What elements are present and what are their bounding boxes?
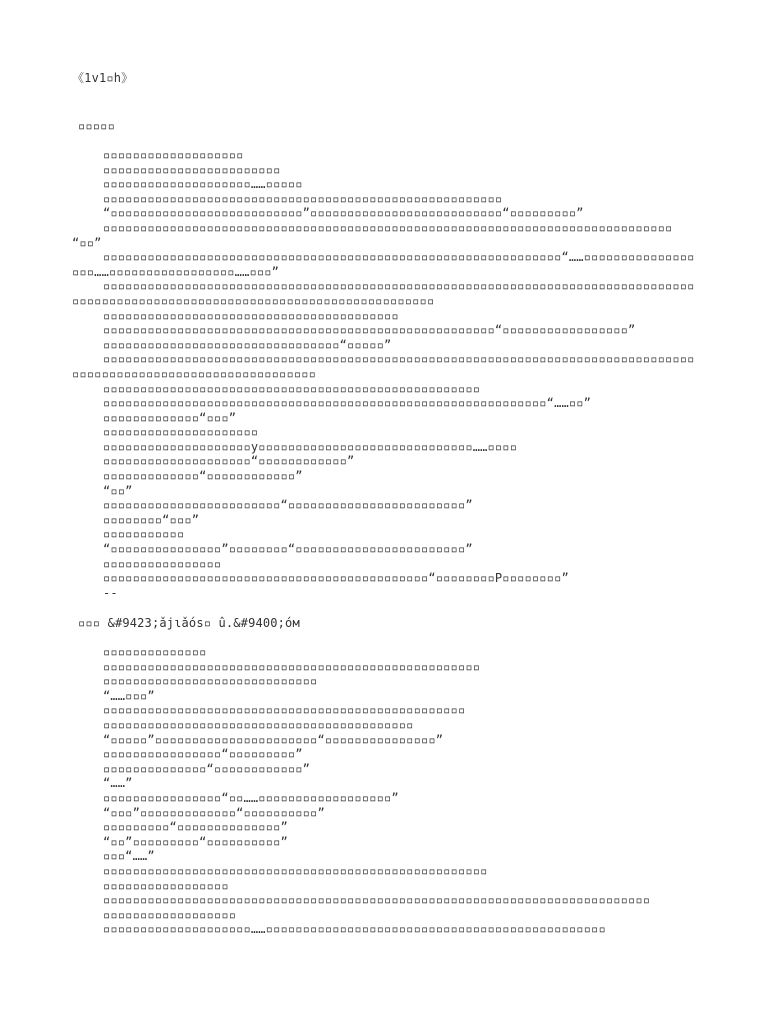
paragraph xyxy=(72,221,695,250)
paragraph xyxy=(72,835,650,850)
text-line: ▫▫▫▫▫▫▫▫▫▫▫▫▫“▫▫▫▫▫▫▫▫▫▫▫▫” xyxy=(103,469,303,484)
paragraph xyxy=(72,762,650,777)
paragraph xyxy=(72,177,695,192)
text-line: ▫▫▫▫▫▫▫▫▫▫▫▫▫▫▫▫▫▫▫▫▫▫▫▫▫▫▫▫▫▫▫▫“▫▫▫▫▫” xyxy=(103,337,392,352)
text-line: “▫▫” xyxy=(72,235,102,250)
text-line: ▫▫▫▫▫▫▫▫▫▫▫▫▫▫▫▫▫▫▫▫……▫▫▫▫▫ xyxy=(103,177,303,192)
paragraph xyxy=(72,571,695,586)
text-line: ▫▫▫▫▫▫▫▫▫▫▫▫▫▫▫▫▫▫▫▫▫▫▫▫▫▫▫▫▫▫▫▫▫▫▫▫▫▫▫▫▫▫▫▫▫▫▫▫▫▫▫▫▫▫▫▫▫▫▫▫“……▫▫” xyxy=(103,396,592,411)
paragraph xyxy=(72,674,650,689)
text-line: ▫▫▫▫▫▫▫▫▫▫▫▫▫▫▫▫▫▫▫▫▫▫▫▫▫▫▫▫▫▫▫▫▫▫▫▫▫▫▫▫▫▫▫▫▫▫▫▫▫▫▫▫▫▫▫▫▫▫▫▫▫▫▫▫▫▫▫▫▫▫▫▫▫▫▫▫▫▫▫▫ xyxy=(103,279,695,294)
paragraph xyxy=(72,879,650,894)
paragraph xyxy=(72,454,695,469)
text-line: -- xyxy=(103,585,118,600)
text-line: ▫▫▫▫▫▫▫▫▫▫▫▫▫▫▫▫▫▫▫▫▫▫▫▫▫▫▫▫▫▫▫▫▫▫▫▫▫▫▫▫▫▫ xyxy=(103,717,414,732)
text-line: ▫▫▫▫▫▫▫▫▫▫▫▫▫▫▫▫▫▫▫▫▫▫▫▫ xyxy=(103,162,281,177)
paragraph xyxy=(72,469,695,484)
text-line: ▫▫▫▫▫▫▫▫▫▫▫▫▫▫▫▫▫▫▫▫▫▫▫▫▫▫▫▫▫▫▫▫▫▫▫▫▫▫▫▫▫▫▫▫▫▫▫▫▫▫▫ xyxy=(103,659,481,674)
paragraph xyxy=(72,484,695,499)
paragraph xyxy=(72,893,650,908)
text-line: ▫▫▫▫▫▫▫▫▫▫▫▫▫▫▫▫▫▫▫▫▫▫▫▫▫▫▫▫▫▫▫▫▫▫▫▫▫▫▫▫▫▫▫▫▫▫▫▫▫▫▫▫ xyxy=(103,863,488,878)
paragraph xyxy=(72,250,695,279)
section-heading: ▫▫▫ &#9423;ǎjɩǎós▫ û.&#9400;óм xyxy=(78,616,300,630)
section-body xyxy=(72,645,650,937)
paragraph xyxy=(72,586,695,601)
paragraph xyxy=(72,733,650,748)
text-line: “▫▫▫▫▫▫▫▫▫▫▫▫▫▫▫▫▫▫▫▫▫▫▫▫▫▫”▫▫▫▫▫▫▫▫▫▫▫▫▫▫▫▫▫▫▫▫▫▫▫▫▫▫“▫▫▫▫▫▫▫▫▫” xyxy=(103,206,584,221)
text-line: ▫▫▫▫▫▫▫▫▫▫▫▫▫▫▫▫“▫▫……▫▫▫▫▫▫▫▫▫▫▫▫▫▫▫▫▫▫” xyxy=(103,790,399,805)
text-line: ▫▫▫▫▫▫▫▫▫▫▫▫▫▫▫▫▫▫▫▫▫▫▫▫▫▫▫▫▫▫▫▫▫▫▫▫▫▫▫▫▫▫▫▫▫▫▫▫▫▫▫▫▫▫▫▫▫▫▫▫▫▫“……▫▫▫▫▫▫▫▫▫▫▫▫▫▫▫ xyxy=(103,250,695,265)
text-line: “……” xyxy=(103,776,133,791)
text-line: ▫▫▫▫▫▫▫▫▫▫▫▫▫▫▫▫“▫▫▫▫▫▫▫▫▫” xyxy=(103,747,303,762)
text-line: ▫▫▫▫▫▫▫▫▫▫▫▫▫▫▫▫▫▫▫▫▫▫▫▫▫▫▫▫▫ xyxy=(103,674,318,689)
text-line: ▫▫▫▫▫▫▫▫▫▫▫▫▫▫“▫▫▫▫▫▫▫▫▫▫▫▫” xyxy=(103,761,311,776)
text-line: ▫▫▫▫▫▫▫▫“▫▫▫” xyxy=(103,512,200,527)
paragraph xyxy=(72,396,695,411)
text-line: “▫▫” xyxy=(103,483,133,498)
paragraph xyxy=(72,513,695,528)
text-line: “▫▫”▫▫▫▫▫▫▫▫▫“▫▫▫▫▫▫▫▫▫▫” xyxy=(103,834,288,849)
paragraph xyxy=(72,206,695,221)
paragraph xyxy=(72,718,650,733)
text-line: ▫▫▫▫▫▫▫▫▫▫▫▫▫▫▫▫▫▫▫▫▫▫▫▫▫▫▫▫▫▫▫▫▫▫▫▫▫▫▫▫▫▫▫▫▫▫▫▫▫ xyxy=(72,293,435,308)
paragraph xyxy=(72,806,650,821)
text-line: ▫▫▫▫▫▫▫▫▫▫▫▫▫▫▫▫▫▫▫▫▫▫▫▫▫▫▫▫▫▫▫▫▫▫▫▫▫▫▫▫▫▫▫▫▫▫▫▫▫▫▫ xyxy=(103,381,481,396)
paragraph xyxy=(72,309,695,324)
paragraph xyxy=(72,542,695,557)
paragraph xyxy=(72,747,650,762)
text-line: “▫▫▫▫▫▫▫▫▫▫▫▫▫▫▫”▫▫▫▫▫▫▫▫“▫▫▫▫▫▫▫▫▫▫▫▫▫▫▫▫▫▫▫▫▫▫▫” xyxy=(103,542,473,557)
text-line: ▫▫▫▫▫▫▫▫▫▫▫▫▫▫▫▫▫ xyxy=(103,878,229,893)
text-line: ▫▫▫▫▫▫▫▫▫▫▫▫▫▫▫▫▫▫▫▫▫▫▫▫▫▫▫▫▫▫▫▫▫▫▫▫▫▫▫▫▫▫▫▫▫▫▫▫▫▫▫▫▫▫▫▫▫▫▫▫▫▫▫▫▫▫▫▫▫▫▫▫▫▫ xyxy=(103,893,651,908)
text-line: ▫▫▫▫▫▫▫▫▫▫▫▫▫▫▫▫▫▫▫▫y▫▫▫▫▫▫▫▫▫▫▫▫▫▫▫▫▫▫▫▫▫▫▫▫▫▫▫▫▫……▫▫▫▫ xyxy=(103,439,518,454)
paragraph xyxy=(72,703,650,718)
text-line: ▫▫▫▫▫▫▫▫▫▫▫▫▫▫▫▫▫▫▫▫“▫▫▫▫▫▫▫▫▫▫▫▫” xyxy=(103,454,355,469)
paragraph xyxy=(72,382,695,397)
paragraph xyxy=(72,557,695,572)
text-line: ▫▫▫▫▫▫▫▫▫▫▫▫▫▫▫▫▫▫▫▫▫▫▫▫▫▫▫▫▫▫▫▫▫▫▫▫▫▫▫▫▫▫▫▫“▫▫▫▫▫▫▫▫P▫▫▫▫▫▫▫▫” xyxy=(103,571,569,586)
text-line: “▫▫▫▫▫”▫▫▫▫▫▫▫▫▫▫▫▫▫▫▫▫▫▫▫▫▫▫“▫▫▫▫▫▫▫▫▫▫▫▫▫▫▫” xyxy=(103,732,444,747)
text-line: ▫▫▫▫▫▫▫▫▫▫▫▫▫“▫▫▫” xyxy=(103,410,237,425)
text-line: ▫▫▫▫▫▫▫▫▫▫▫▫▫▫▫▫▫▫▫▫▫▫▫▫▫▫▫▫▫▫▫▫▫▫▫▫▫▫▫▫▫▫▫▫▫▫▫▫▫ xyxy=(103,703,466,718)
text-line: ▫▫▫▫▫▫▫▫▫▫▫▫▫▫▫▫▫▫▫▫▫▫▫▫▫▫▫▫▫▫▫▫▫▫▫▫▫▫▫▫▫▫▫▫▫▫▫▫▫▫▫▫▫▫▫▫▫▫▫▫▫▫▫▫▫▫▫▫▫▫▫▫▫▫▫▫▫ xyxy=(103,220,673,235)
text-line: ▫▫▫▫▫▫▫▫▫▫▫▫▫▫▫▫▫▫▫▫▫▫▫▫▫▫▫▫▫▫▫▫▫▫▫▫▫▫▫▫▫▫▫▫▫▫▫▫▫▫▫▫▫▫▫▫▫▫▫▫▫▫▫▫▫▫▫▫▫▫▫▫▫▫▫▫▫▫▫▫ xyxy=(103,352,695,367)
text-line: ▫▫▫……▫▫▫▫▫▫▫▫▫▫▫▫▫▫▫▫▫……▫▫▫” xyxy=(72,264,280,279)
paragraph xyxy=(72,338,695,353)
paragraph xyxy=(72,192,695,207)
paragraph xyxy=(72,908,650,923)
paragraph xyxy=(72,425,695,440)
paragraph xyxy=(72,820,650,835)
paragraph xyxy=(72,148,695,163)
paragraph xyxy=(72,352,695,381)
text-line: ▫▫▫▫▫▫▫▫▫▫▫▫▫▫▫▫▫▫▫▫▫▫▫▫▫▫▫▫▫▫▫▫▫▫▫▫▫▫▫▫ xyxy=(103,308,399,323)
text-line: ▫▫▫▫▫▫▫▫▫▫▫▫▫▫▫▫▫▫▫▫▫ xyxy=(103,425,259,440)
paragraph xyxy=(72,849,650,864)
document-title: 《1v1▫h》 xyxy=(72,71,134,85)
paragraph xyxy=(72,864,650,879)
paragraph xyxy=(72,440,695,455)
paragraph xyxy=(72,163,695,178)
paragraph xyxy=(72,922,650,937)
text-line: ▫▫▫▫▫▫▫▫▫▫▫ xyxy=(103,527,185,542)
paragraph xyxy=(72,527,695,542)
text-line: ▫▫▫▫▫▫▫▫▫“▫▫▫▫▫▫▫▫▫▫▫▫▫▫” xyxy=(103,820,288,835)
text-line: ▫▫▫▫▫▫▫▫▫▫▫▫▫▫▫▫▫▫▫▫▫▫▫▫▫▫▫▫▫▫▫▫▫ xyxy=(72,366,317,381)
paragraph xyxy=(72,323,695,338)
text-line: ▫▫▫▫▫▫▫▫▫▫▫▫▫▫▫▫▫▫▫▫▫▫▫▫▫▫▫▫▫▫▫▫▫▫▫▫▫▫▫▫▫▫▫▫▫▫▫▫▫▫▫▫▫▫ xyxy=(103,191,503,206)
text-line: ▫▫▫▫▫▫▫▫▫▫▫▫▫▫▫▫▫▫▫▫▫▫▫▫“▫▫▫▫▫▫▫▫▫▫▫▫▫▫▫▫▫▫▫▫▫▫▫▫” xyxy=(103,498,473,513)
paragraph xyxy=(72,660,650,675)
paragraph xyxy=(72,645,650,660)
text-line: “……▫▫▫” xyxy=(103,688,155,703)
text-line: ▫▫▫▫▫▫▫▫▫▫▫▫▫▫▫▫▫▫ xyxy=(103,907,237,922)
paragraph xyxy=(72,498,695,513)
paragraph xyxy=(72,411,695,426)
text-line: ▫▫▫▫▫▫▫▫▫▫▫▫▫▫▫▫▫▫▫ xyxy=(103,148,244,162)
text-line: ▫▫▫▫▫▫▫▫▫▫▫▫▫▫ xyxy=(103,645,207,659)
paragraph xyxy=(72,689,650,704)
text-line: ▫▫▫▫▫▫▫▫▫▫▫▫▫▫▫▫ xyxy=(103,556,222,571)
section-body xyxy=(72,148,695,600)
text-line: ▫▫▫“……” xyxy=(103,849,155,864)
text-line: ▫▫▫▫▫▫▫▫▫▫▫▫▫▫▫▫▫▫▫▫……▫▫▫▫▫▫▫▫▫▫▫▫▫▫▫▫▫▫▫▫▫▫▫▫▫▫▫▫▫▫▫▫▫▫▫▫▫▫▫▫▫▫▫▫▫▫ xyxy=(103,922,606,937)
paragraph xyxy=(72,791,650,806)
text-line: “▫▫▫”▫▫▫▫▫▫▫▫▫▫▫▫▫“▫▫▫▫▫▫▫▫▫▫” xyxy=(103,805,325,820)
text-line: ▫▫▫▫▫▫▫▫▫▫▫▫▫▫▫▫▫▫▫▫▫▫▫▫▫▫▫▫▫▫▫▫▫▫▫▫▫▫▫▫▫▫▫▫▫▫▫▫▫▫▫▫▫“▫▫▫▫▫▫▫▫▫▫▫▫▫▫▫▫▫” xyxy=(103,323,636,338)
paragraph xyxy=(72,776,650,791)
paragraph xyxy=(72,279,695,308)
section-heading: ▫▫▫▫▫ xyxy=(78,119,115,133)
